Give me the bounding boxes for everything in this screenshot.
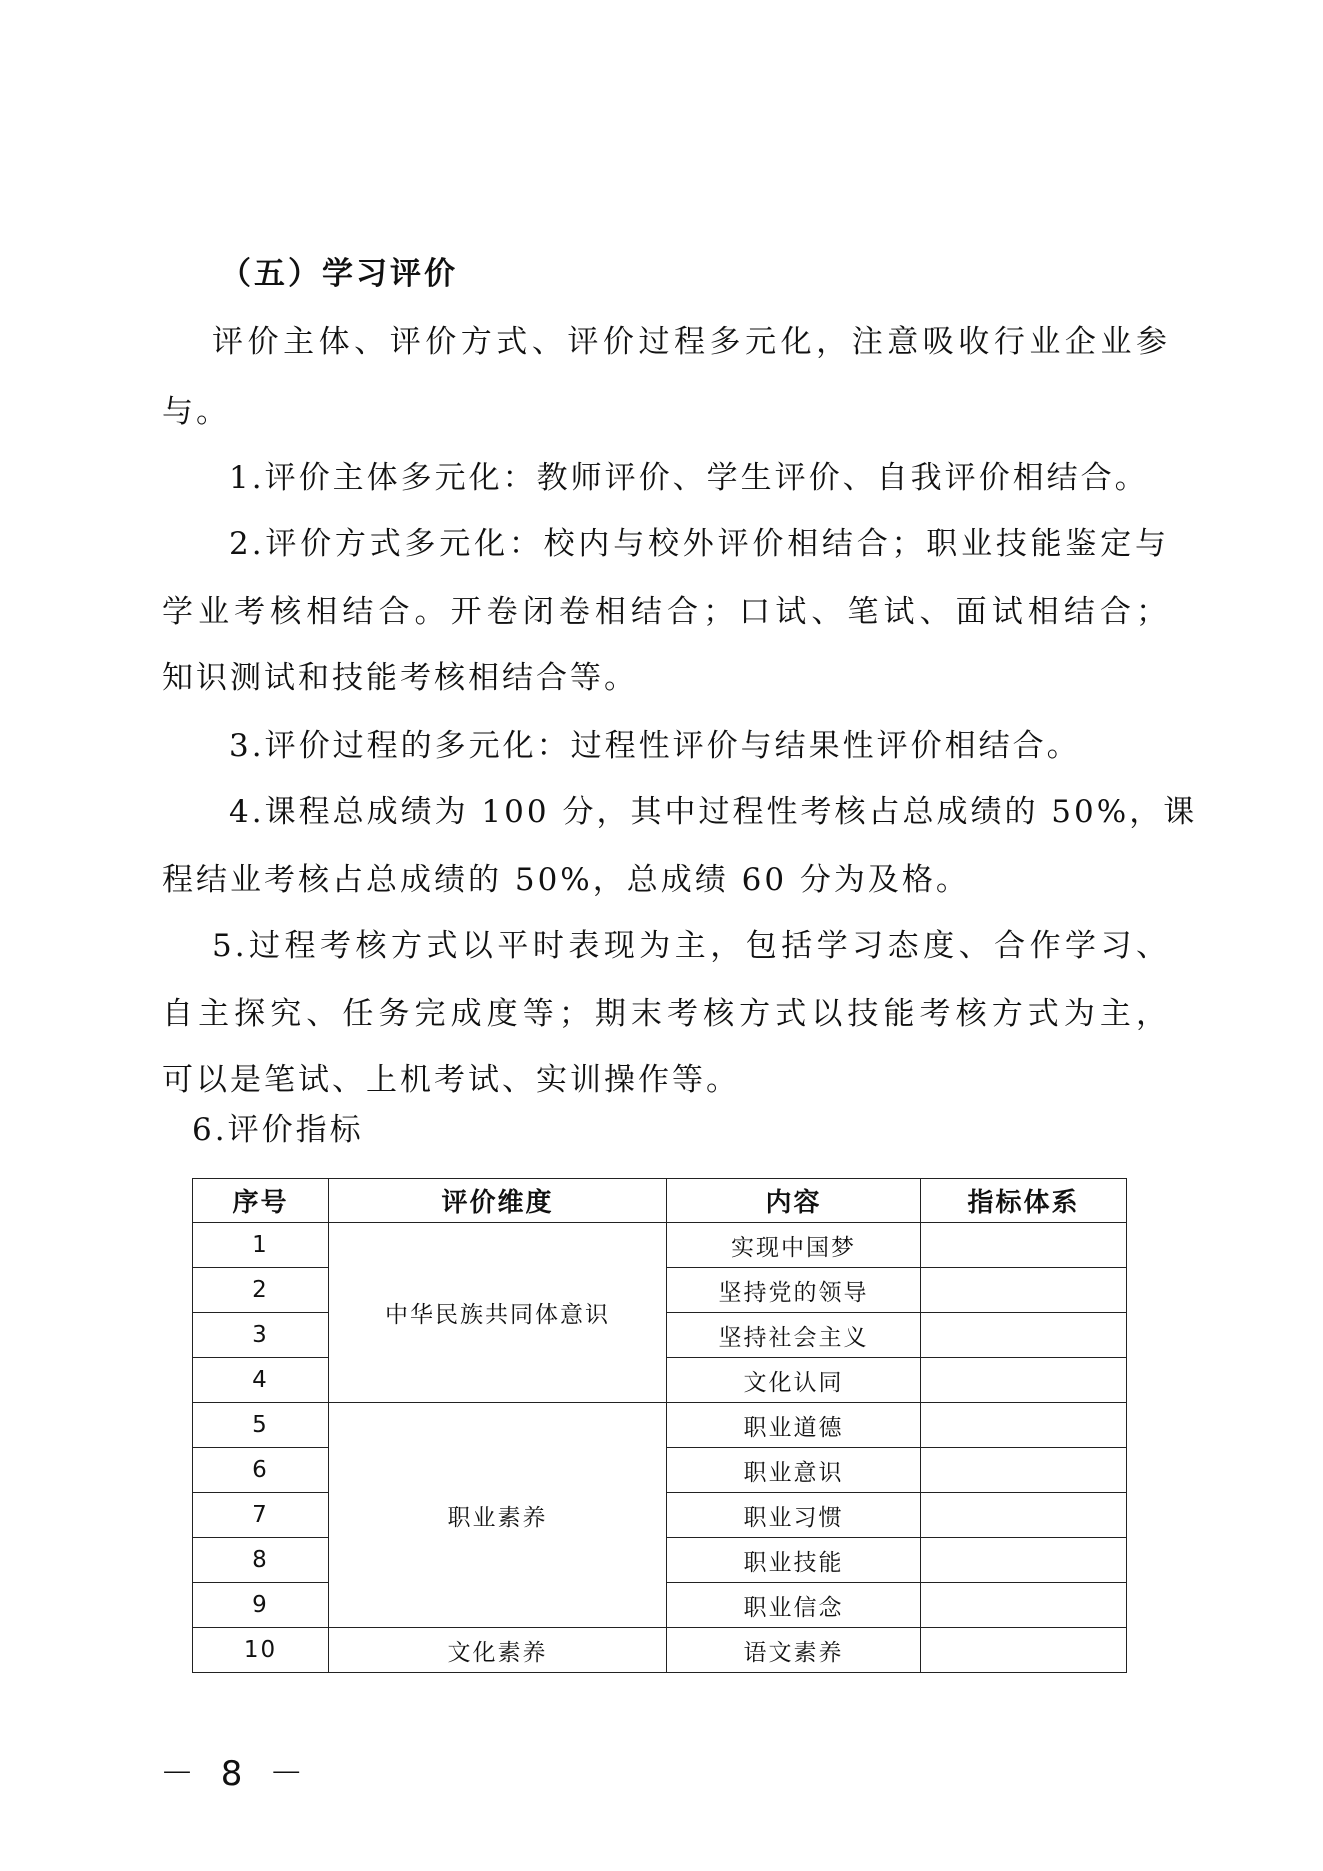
index-cell [921,1268,1127,1313]
index-cell [921,1358,1127,1403]
index-cell [921,1538,1127,1583]
table-row [193,1628,1127,1673]
index-cell [921,1403,1127,1448]
paragraph-line: 3.评价过程的多元化：过程性评价与结果性评价相结合。 [229,728,1081,764]
row-number: 7 [193,1493,329,1538]
page-number: － 8 － [160,1754,312,1794]
paragraph-line: 与。 [162,394,230,430]
index-cell [921,1313,1127,1358]
paragraph-line: 知识测试和技能考核相结合等。 [162,660,638,696]
section-heading: （五）学习评价 [220,256,458,292]
content-cell: 坚持党的领导 [667,1268,921,1313]
header-serial: 序号 [193,1179,329,1223]
evaluation-index-table [192,1178,1127,1673]
dimension-cell: 中华民族共同体意识 [329,1223,667,1403]
content-cell: 文化认同 [667,1358,921,1403]
paragraph-line: 2.评价方式多元化：校内与校外评价相结合；职业技能鉴定与 [229,526,1169,562]
header-dimension: 评价维度 [329,1179,667,1223]
row-number: 8 [193,1538,329,1583]
row-number: 2 [193,1268,329,1313]
paragraph-line: 自主探究、任务完成度等；期末考核方式以技能考核方式为主， [162,996,1170,1032]
header-index-system: 指标体系 [921,1179,1127,1223]
paragraph-line: 6.评价指标 [192,1112,364,1148]
content-cell: 坚持社会主义 [667,1313,921,1358]
index-cell [921,1493,1127,1538]
row-number: 3 [193,1313,329,1358]
paragraph-line: 学业考核相结合。开卷闭卷相结合；口试、笔试、面试相结合； [162,594,1170,630]
index-cell [921,1583,1127,1628]
paragraph-line: 评价主体、评价方式、评价过程多元化，注意吸收行业企业参 [212,324,1170,360]
row-number: 9 [193,1583,329,1628]
index-cell [921,1628,1127,1673]
content-cell: 职业意识 [667,1448,921,1493]
paragraph-line: 1.评价主体多元化：教师评价、学生评价、自我评价相结合。 [229,460,1149,496]
row-number: 4 [193,1358,329,1403]
content-cell: 职业技能 [667,1538,921,1583]
row-number: 6 [193,1448,329,1493]
paragraph-line: 可以是笔试、上机考试、实训操作等。 [162,1062,740,1098]
content-cell: 职业道德 [667,1403,921,1448]
paragraph-line: 5.过程考核方式以平时表现为主，包括学习态度、合作学习、 [212,928,1170,964]
content-cell: 实现中国梦 [667,1223,921,1268]
header-content: 内容 [667,1179,921,1223]
dimension-cell: 职业素养 [329,1403,667,1628]
content-cell: 职业习惯 [667,1493,921,1538]
paragraph-line: 程结业考核占总成绩的 50%，总成绩 60 分为及格。 [162,862,970,898]
table-header-row [193,1179,1127,1223]
table-row [193,1403,1127,1448]
row-number: 10 [193,1628,329,1673]
index-cell [921,1223,1127,1268]
content-cell: 职业信念 [667,1583,921,1628]
paragraph-line: 4.课程总成绩为 100 分，其中过程性考核占总成绩的 50%，课 [229,794,1198,830]
row-number: 5 [193,1403,329,1448]
row-number: 1 [193,1223,329,1268]
table-row [193,1223,1127,1268]
dimension-cell: 文化素养 [329,1628,667,1673]
content-cell: 语文素养 [667,1628,921,1673]
index-cell [921,1448,1127,1493]
